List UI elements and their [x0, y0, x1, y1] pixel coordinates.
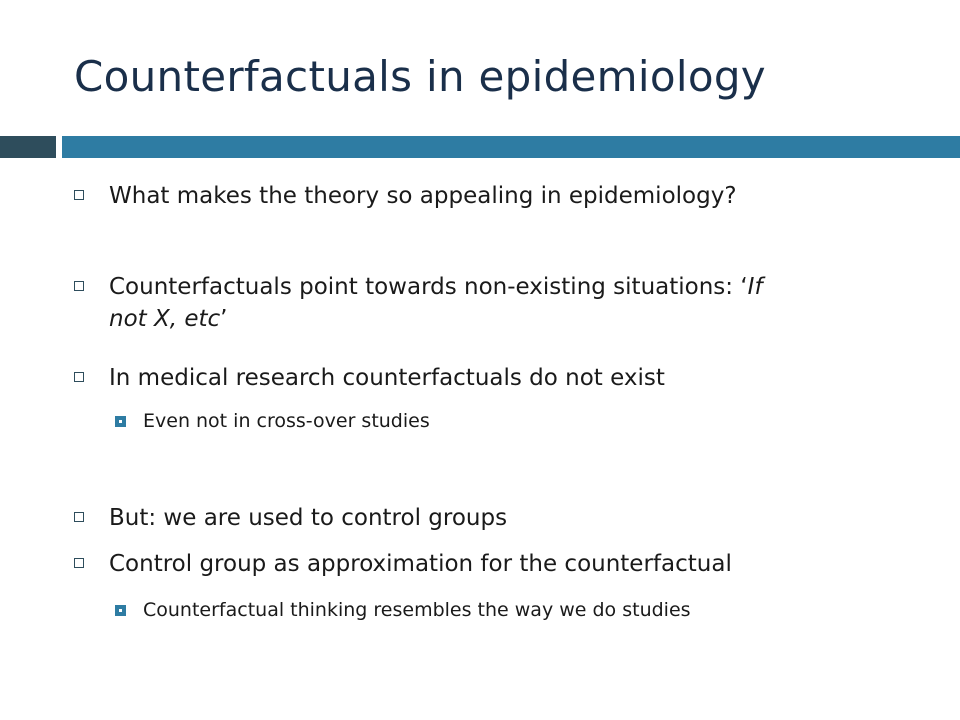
bullet-3-text: In medical research counterfactuals do not exist [109, 365, 665, 391]
bullet-5 [74, 548, 894, 580]
subbullet-2 [115, 597, 691, 623]
square-bullet-icon [74, 512, 84, 522]
bullet-3 [74, 362, 894, 394]
filled-square-bullet-icon [115, 416, 126, 427]
square-bullet-icon [74, 190, 84, 200]
filled-square-bullet-icon [115, 605, 126, 616]
bullet-2-text-part: Counterfactuals point towards non-existing situations: ‘ [109, 274, 748, 300]
title-divider-left [0, 136, 56, 158]
square-bullet-icon [74, 281, 84, 291]
subbullet-1 [115, 408, 430, 434]
title-divider-right [62, 136, 960, 158]
subbullet-2-text: Counterfactual thinking resembles the way we do studies [143, 599, 691, 621]
bullet-2-text [109, 271, 894, 335]
bullet-5-text: Control group as approximation for the counterfactual [109, 551, 732, 577]
bullet-4 [74, 502, 894, 534]
slide-title: Counterfactuals in epidemiology [74, 52, 766, 101]
subbullet-1-text: Even not in cross-over studies [143, 410, 430, 432]
bullet-2-text-italic-2: not X, etc [109, 306, 221, 332]
bullet-2-text-italic: If [747, 274, 763, 300]
bullet-2 [74, 271, 894, 335]
bullet-1 [74, 180, 894, 212]
square-bullet-icon [74, 372, 84, 382]
square-bullet-icon [74, 558, 84, 568]
bullet-1-text: What makes the theory so appealing in epidemiology? [109, 183, 737, 209]
bullet-4-text: But: we are used to control groups [109, 505, 508, 531]
bullet-2-text-suffix: ’ [220, 306, 228, 332]
